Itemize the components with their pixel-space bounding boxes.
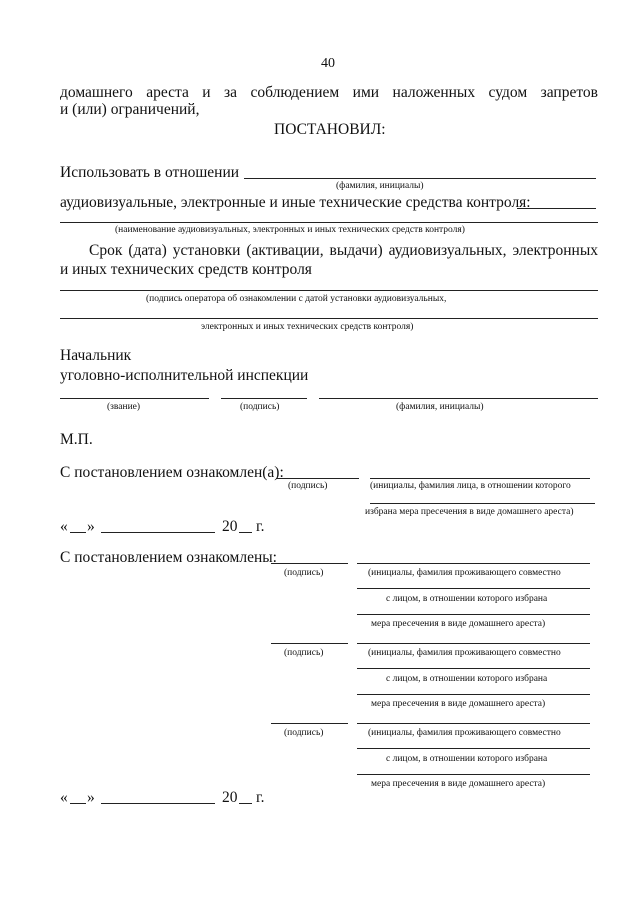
single-signature-line[interactable] (276, 478, 359, 479)
chief-title-2: уголовно-исполнительной инспекции (60, 367, 309, 384)
caption-cohabitant-signature: (подпись) (284, 728, 324, 738)
date1-day-line[interactable] (70, 532, 86, 533)
cohabitant-signature-line[interactable] (271, 643, 348, 644)
caption-means: (наименование аудиовизуальных, электронных и иных технических средств контроля) (115, 225, 465, 235)
caption-cohabitant-1: (инициалы, фамилия проживающего совместно (368, 568, 561, 578)
intro-line-1: домашнего ареста и за соблюдением ими наложенных судом запретов (60, 84, 598, 101)
heading: ПОСТАНОВИЛ: (274, 121, 386, 138)
caption-cohabitant-3: мера пресечения в виде домашнего ареста) (371, 619, 546, 629)
stamp-place: М.П. (60, 431, 93, 448)
date2-open-quote: « (60, 789, 68, 806)
intro-line-2: и (или) ограничений, (60, 101, 200, 118)
date1-open-quote: « (60, 518, 68, 535)
caption-operator-1: (подпись оператора об ознакомлении с датой установки аудиовизуальных, (146, 294, 447, 304)
cohabitant-line-1[interactable] (357, 643, 590, 644)
caption-single-person-2: избрана мера пресечения в виде домашнего ареста) (365, 507, 574, 517)
term-line-1: Срок (дата) установки (активации, выдачи) аудиовизуальных, электронных (89, 242, 598, 259)
chief-signature-line[interactable] (221, 398, 307, 399)
caption-cohabitant-2: с лицом, в отношении которого избрана (386, 594, 548, 604)
cohabitant-line-3[interactable] (357, 694, 590, 695)
chief-name-line[interactable] (319, 398, 598, 399)
date2-close-quote: » (87, 789, 95, 806)
cohabitant-line-1[interactable] (357, 563, 590, 564)
date1-year-prefix: 20 (222, 518, 238, 535)
cohabitant-line-3[interactable] (357, 774, 590, 775)
date1-year-suffix: г. (256, 518, 265, 535)
date2-month-line[interactable] (101, 803, 215, 804)
caption-name: (фамилия, инициалы) (336, 181, 424, 191)
means-field-line-1[interactable] (517, 208, 596, 209)
caption-chief-signature: (подпись) (240, 402, 280, 412)
date1-close-quote: » (87, 518, 95, 535)
date1-month-line[interactable] (101, 532, 215, 533)
chief-title-1: Начальник (60, 347, 132, 364)
rank-field-line[interactable] (60, 398, 209, 399)
use-label: Использовать в отношении (60, 164, 240, 181)
cohabitant-line-3[interactable] (357, 614, 590, 615)
acquainted-multi-label: С постановлением ознакомлены: (60, 549, 277, 566)
caption-cohabitant-2: с лицом, в отношении которого избрана (386, 674, 548, 684)
caption-single-person-1: (инициалы, фамилия лица, в отношении которого (370, 481, 571, 491)
cohabitant-line-1[interactable] (357, 723, 590, 724)
date2-year-suffix: г. (256, 789, 265, 806)
cohabitant-line-2[interactable] (357, 668, 590, 669)
caption-cohabitant-signature: (подпись) (284, 648, 324, 658)
page-number: 40 (321, 56, 335, 71)
cohabitant-signature-line[interactable] (271, 563, 348, 564)
single-person-line-1[interactable] (370, 478, 590, 479)
date2-year-line[interactable] (239, 803, 252, 804)
caption-operator-2: электронных и иных технических средств контроля) (201, 322, 414, 332)
name-field-line[interactable] (244, 178, 596, 179)
operator-field-line-1[interactable] (60, 290, 598, 291)
caption-cohabitant-1: (инициалы, фамилия проживающего совместно (368, 728, 561, 738)
means-field-line-2[interactable] (60, 222, 598, 223)
term-line-2: и иных технических средств контроля (60, 261, 312, 278)
caption-single-signature: (подпись) (288, 481, 328, 491)
single-person-line-2[interactable] (370, 503, 595, 504)
cohabitant-signature-line[interactable] (271, 723, 348, 724)
date1-year-line[interactable] (239, 532, 252, 533)
caption-chief-name: (фамилия, инициалы) (396, 402, 484, 412)
operator-field-line-2[interactable] (60, 318, 598, 319)
caption-cohabitant-3: мера пресечения в виде домашнего ареста) (371, 699, 546, 709)
means-line: аудиовизуальные, электронные и иные технические средства контроля: (60, 194, 531, 211)
date2-year-prefix: 20 (222, 789, 238, 806)
date2-day-line[interactable] (70, 803, 86, 804)
caption-cohabitant-3: мера пресечения в виде домашнего ареста) (371, 779, 546, 789)
caption-rank: (звание) (107, 402, 141, 412)
cohabitant-line-2[interactable] (357, 588, 590, 589)
caption-cohabitant-2: с лицом, в отношении которого избрана (386, 754, 548, 764)
caption-cohabitant-signature: (подпись) (284, 568, 324, 578)
cohabitant-line-2[interactable] (357, 748, 590, 749)
caption-cohabitant-1: (инициалы, фамилия проживающего совместно (368, 648, 561, 658)
acquainted-single-label: С постановлением ознакомлен(а): (60, 464, 284, 481)
